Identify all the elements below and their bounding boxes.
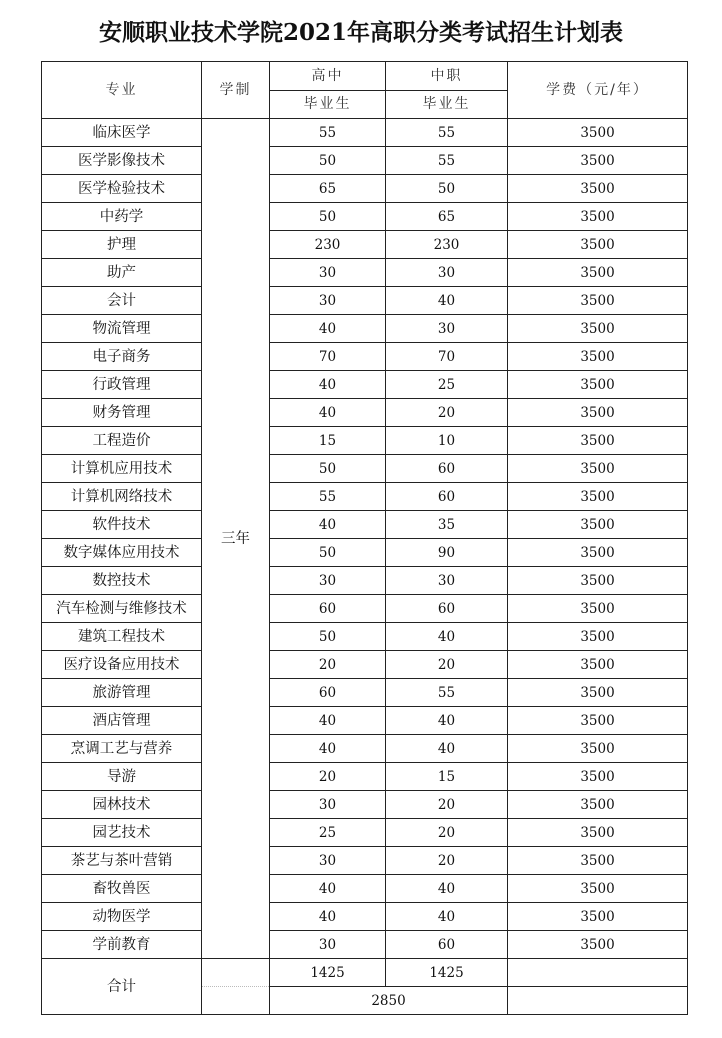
table-row	[42, 231, 688, 259]
vocational-count-cell: 60	[386, 455, 508, 483]
tuition-cell: 3500	[508, 259, 688, 287]
total-tuition-empty-2	[508, 987, 688, 1015]
tuition-cell: 3500	[508, 735, 688, 763]
table-body	[42, 62, 688, 1015]
major-cell: 行政管理	[42, 371, 202, 399]
tuition-cell: 3500	[508, 483, 688, 511]
tuition-cell: 3500	[508, 875, 688, 903]
vocational-count-cell: 40	[386, 287, 508, 315]
table-row	[42, 399, 688, 427]
tuition-cell: 3500	[508, 819, 688, 847]
total-empty-cell	[202, 959, 270, 987]
table-row	[42, 819, 688, 847]
vocational-count-cell: 60	[386, 483, 508, 511]
table-row	[42, 259, 688, 287]
tuition-cell: 3500	[508, 203, 688, 231]
major-cell: 数字媒体应用技术	[42, 539, 202, 567]
major-cell: 临床医学	[42, 119, 202, 147]
highschool-count-cell: 40	[270, 707, 386, 735]
tuition-cell: 3500	[508, 231, 688, 259]
tuition-cell: 3500	[508, 427, 688, 455]
table-row	[42, 343, 688, 371]
header-vocational-line2: 毕业生	[386, 90, 508, 119]
tuition-cell: 3500	[508, 511, 688, 539]
table-row	[42, 735, 688, 763]
tuition-cell: 3500	[508, 651, 688, 679]
header-major: 专业	[42, 62, 202, 119]
total-vocational: 1425	[386, 959, 508, 987]
total-empty-cell-2	[202, 987, 270, 1015]
vocational-count-cell: 20	[386, 399, 508, 427]
vocational-count-cell: 60	[386, 595, 508, 623]
vocational-count-cell: 30	[386, 567, 508, 595]
enrollment-plan-table	[41, 61, 688, 1015]
tuition-cell: 3500	[508, 371, 688, 399]
table-row	[42, 203, 688, 231]
major-cell: 护理	[42, 231, 202, 259]
highschool-count-cell: 30	[270, 567, 386, 595]
table-row	[42, 931, 688, 959]
highschool-count-cell: 30	[270, 847, 386, 875]
table-row	[42, 427, 688, 455]
tuition-cell: 3500	[508, 343, 688, 371]
highschool-count-cell: 30	[270, 791, 386, 819]
table-row	[42, 623, 688, 651]
tuition-cell: 3500	[508, 147, 688, 175]
highschool-count-cell: 230	[270, 231, 386, 259]
major-cell: 财务管理	[42, 399, 202, 427]
highschool-count-cell: 55	[270, 119, 386, 147]
major-cell: 建筑工程技术	[42, 623, 202, 651]
tuition-cell: 3500	[508, 175, 688, 203]
highschool-count-cell: 15	[270, 427, 386, 455]
highschool-count-cell: 30	[270, 931, 386, 959]
header-highschool-line1: 高中	[270, 62, 386, 91]
header-highschool-line2: 毕业生	[270, 90, 386, 119]
vocational-count-cell: 30	[386, 315, 508, 343]
table-row	[42, 707, 688, 735]
total-grand: 2850	[270, 987, 508, 1015]
tuition-cell: 3500	[508, 539, 688, 567]
highschool-count-cell: 50	[270, 539, 386, 567]
vocational-count-cell: 40	[386, 875, 508, 903]
tuition-cell: 3500	[508, 567, 688, 595]
table-row	[42, 483, 688, 511]
vocational-count-cell: 55	[386, 147, 508, 175]
header-tuition: 学费（元/年）	[508, 62, 688, 119]
table-row	[42, 651, 688, 679]
table-row	[42, 119, 688, 147]
highschool-count-cell: 40	[270, 371, 386, 399]
vocational-count-cell: 70	[386, 343, 508, 371]
tuition-cell: 3500	[508, 315, 688, 343]
vocational-count-cell: 60	[386, 931, 508, 959]
vocational-count-cell: 40	[386, 623, 508, 651]
highschool-count-cell: 30	[270, 259, 386, 287]
total-row-1	[42, 959, 688, 987]
highschool-count-cell: 40	[270, 399, 386, 427]
major-cell: 园林技术	[42, 791, 202, 819]
vocational-count-cell: 15	[386, 763, 508, 791]
tuition-cell: 3500	[508, 287, 688, 315]
highschool-count-cell: 50	[270, 147, 386, 175]
major-cell: 园艺技术	[42, 819, 202, 847]
highschool-count-cell: 40	[270, 511, 386, 539]
table-row	[42, 791, 688, 819]
highschool-count-cell: 40	[270, 903, 386, 931]
total-highschool: 1425	[270, 959, 386, 987]
tuition-cell: 3500	[508, 623, 688, 651]
table-row	[42, 847, 688, 875]
vocational-count-cell: 30	[386, 259, 508, 287]
highschool-count-cell: 40	[270, 315, 386, 343]
major-cell: 计算机网络技术	[42, 483, 202, 511]
highschool-count-cell: 20	[270, 651, 386, 679]
table-row	[42, 539, 688, 567]
major-cell: 软件技术	[42, 511, 202, 539]
highschool-count-cell: 20	[270, 763, 386, 791]
highschool-count-cell: 50	[270, 623, 386, 651]
highschool-count-cell: 50	[270, 203, 386, 231]
major-cell: 导游	[42, 763, 202, 791]
major-cell: 学前教育	[42, 931, 202, 959]
vocational-count-cell: 90	[386, 539, 508, 567]
table-row	[42, 511, 688, 539]
table-row	[42, 679, 688, 707]
major-cell: 医学影像技术	[42, 147, 202, 175]
major-cell: 助产	[42, 259, 202, 287]
vocational-count-cell: 55	[386, 679, 508, 707]
duration-cell: 三年	[202, 119, 270, 959]
major-cell: 烹调工艺与营养	[42, 735, 202, 763]
major-cell: 数控技术	[42, 567, 202, 595]
tuition-cell: 3500	[508, 763, 688, 791]
table-row	[42, 595, 688, 623]
header-row-1	[42, 62, 688, 91]
highschool-count-cell: 60	[270, 595, 386, 623]
major-cell: 物流管理	[42, 315, 202, 343]
highschool-count-cell: 70	[270, 343, 386, 371]
vocational-count-cell: 55	[386, 119, 508, 147]
highschool-count-cell: 55	[270, 483, 386, 511]
tuition-cell: 3500	[508, 931, 688, 959]
vocational-count-cell: 50	[386, 175, 508, 203]
major-cell: 畜牧兽医	[42, 875, 202, 903]
vocational-count-cell: 20	[386, 651, 508, 679]
major-cell: 动物医学	[42, 903, 202, 931]
major-cell: 酒店管理	[42, 707, 202, 735]
tuition-cell: 3500	[508, 791, 688, 819]
table-row	[42, 763, 688, 791]
highschool-count-cell: 25	[270, 819, 386, 847]
vocational-count-cell: 65	[386, 203, 508, 231]
vocational-count-cell: 20	[386, 847, 508, 875]
vocational-count-cell: 25	[386, 371, 508, 399]
highschool-count-cell: 40	[270, 875, 386, 903]
highschool-count-cell: 40	[270, 735, 386, 763]
table-row	[42, 287, 688, 315]
vocational-count-cell: 10	[386, 427, 508, 455]
table-row	[42, 147, 688, 175]
highschool-count-cell: 65	[270, 175, 386, 203]
major-cell: 旅游管理	[42, 679, 202, 707]
table-row	[42, 875, 688, 903]
vocational-count-cell: 20	[386, 819, 508, 847]
highschool-count-cell: 50	[270, 455, 386, 483]
major-cell: 医学检验技术	[42, 175, 202, 203]
table-row	[42, 455, 688, 483]
tuition-cell: 3500	[508, 903, 688, 931]
total-label: 合计	[42, 959, 202, 1015]
major-cell: 计算机应用技术	[42, 455, 202, 483]
tuition-cell: 3500	[508, 679, 688, 707]
table-row	[42, 175, 688, 203]
major-cell: 汽车检测与维修技术	[42, 595, 202, 623]
table-row	[42, 567, 688, 595]
major-cell: 医疗设备应用技术	[42, 651, 202, 679]
document-title: 安顺职业技术学院2021年高职分类考试招生计划表	[98, 19, 623, 46]
tuition-cell: 3500	[508, 399, 688, 427]
vocational-count-cell: 40	[386, 903, 508, 931]
major-cell: 工程造价	[42, 427, 202, 455]
total-tuition-empty	[508, 959, 688, 987]
highschool-count-cell: 60	[270, 679, 386, 707]
table-row	[42, 371, 688, 399]
tuition-cell: 3500	[508, 595, 688, 623]
major-cell: 中药学	[42, 203, 202, 231]
vocational-count-cell: 20	[386, 791, 508, 819]
major-cell: 电子商务	[42, 343, 202, 371]
table-row	[42, 903, 688, 931]
table-row	[42, 315, 688, 343]
vocational-count-cell: 40	[386, 735, 508, 763]
vocational-count-cell: 230	[386, 231, 508, 259]
tuition-cell: 3500	[508, 847, 688, 875]
header-duration: 学制	[202, 62, 270, 119]
tuition-cell: 3500	[508, 707, 688, 735]
vocational-count-cell: 40	[386, 707, 508, 735]
major-cell: 会计	[42, 287, 202, 315]
tuition-cell: 3500	[508, 119, 688, 147]
header-vocational-line1: 中职	[386, 62, 508, 91]
tuition-cell: 3500	[508, 455, 688, 483]
major-cell: 茶艺与茶叶营销	[42, 847, 202, 875]
vocational-count-cell: 35	[386, 511, 508, 539]
highschool-count-cell: 30	[270, 287, 386, 315]
